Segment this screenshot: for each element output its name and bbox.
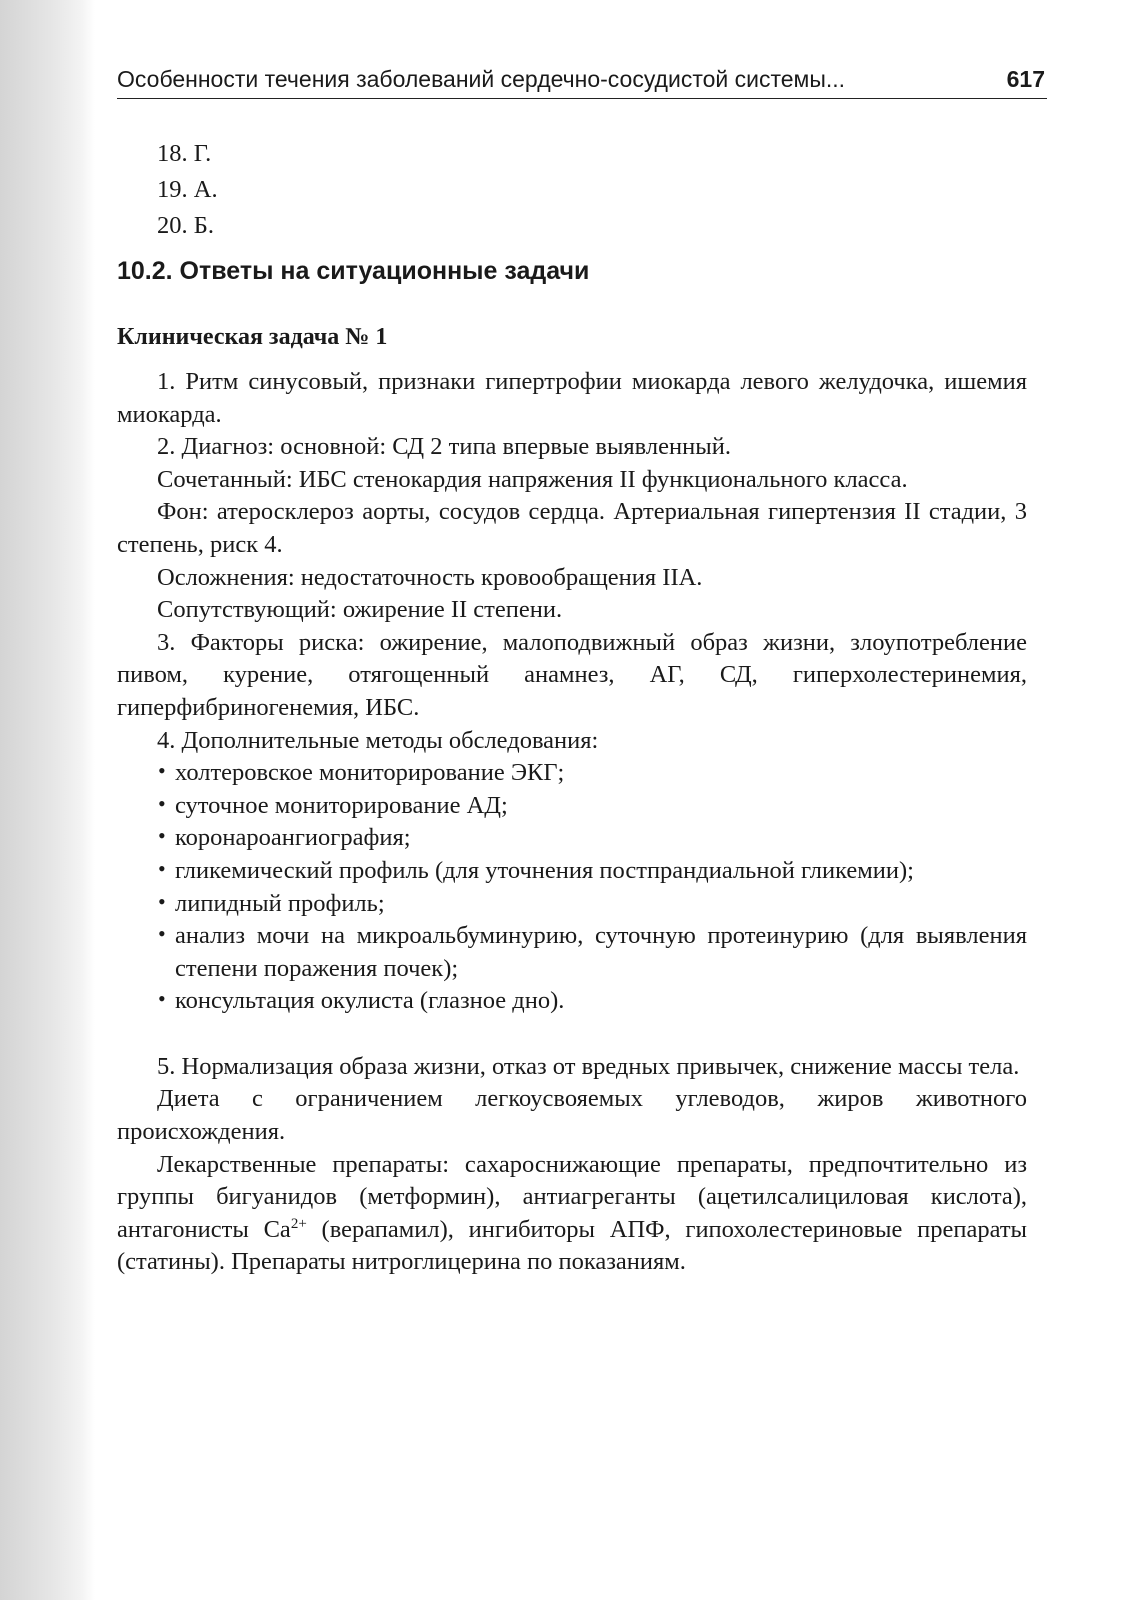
page-number: 617: [1006, 66, 1045, 92]
page-gutter-shadow: [0, 0, 95, 1600]
paragraph: [117, 1149, 1027, 1279]
paragraph: 2. Диагноз: основной: СД 2 типа впервые выявленный.: [157, 433, 731, 461]
list-item: • суточное мониторирование АД;: [157, 790, 1027, 823]
list-item: • холтеровское мониторирование ЭКГ;: [157, 757, 1027, 790]
paragraph: Сопутствующий: ожирение II степени.: [157, 596, 563, 624]
spacer: [117, 1018, 1027, 1051]
paragraph: 5. Нормализация образа жизни, отказ от вредных привычек, снижение массы тела.: [157, 1052, 1020, 1080]
list-item: • коронароангиография;: [157, 822, 1027, 855]
methods-list: [117, 757, 1027, 1018]
body-text: [117, 366, 1027, 1279]
task-heading: Клиническая задача № 1: [117, 324, 388, 350]
superscript: 2+: [290, 1215, 307, 1232]
list-item: • липидный профиль;: [157, 888, 1027, 921]
answers-list: [157, 136, 218, 244]
paragraph: 4. Дополнительные методы обследования:: [157, 726, 599, 754]
running-header-title: Особенности течения заболеваний сердечно-сосудистой системы...: [117, 66, 846, 92]
answer-item: 19. А.: [157, 176, 218, 203]
paragraph: 3. Факторы риска: ожирение, малоподвижный образ жизни, злоупотребление пивом, курение, отягощенный анамнез, АГ, СД, гиперхолестеринемия, гиперфибриногенемия, ИБС.: [117, 628, 1027, 721]
paragraph: 1. Ритм синусовый, признаки гипертрофии миокарда левого желудочка, ишемия миокарда.: [117, 368, 1027, 428]
list-item: • анализ мочи на микроальбуминурию, суточную протеинурию (для выявления степени поражения почек);: [157, 920, 1027, 985]
answer-item: 18. Г.: [157, 140, 212, 167]
paragraph: Сочетанный: ИБС стенокардия напряжения II функционального класса.: [157, 465, 908, 493]
running-header: [117, 62, 1047, 99]
paragraph: Осложнения: недостаточность кровообращения IIA.: [157, 563, 703, 591]
answer-item: 20. Б.: [157, 212, 214, 239]
paragraph: Фон: атеросклероз аорты, сосудов сердца. Артериальная гипертензия II стадии, 3 степень, риск 4.: [117, 498, 1027, 558]
paragraph-part: (верапамил), ингибиторы АПФ, гипохолестериновые препараты (статины). Препараты нитроглицерина по показаниям.: [117, 1215, 1027, 1276]
list-item: • гликемический профиль (для уточнения постпрандиальной гликемии);: [157, 855, 1027, 888]
section-heading: 10.2. Ответы на ситуационные задачи: [117, 257, 590, 285]
list-item: • консультация окулиста (глазное дно).: [157, 985, 1027, 1018]
paragraph-part: Лекарственные препараты: сахароснижающие препараты, предпочтительно из группы бигуанидов (метформин), антиагреганты (ацетилсалициловая кислота), антагонисты Са: [117, 1150, 1027, 1243]
paragraph: Диета с ограничением легкоусвояемых углеводов, жиров животного происхождения.: [117, 1085, 1027, 1146]
